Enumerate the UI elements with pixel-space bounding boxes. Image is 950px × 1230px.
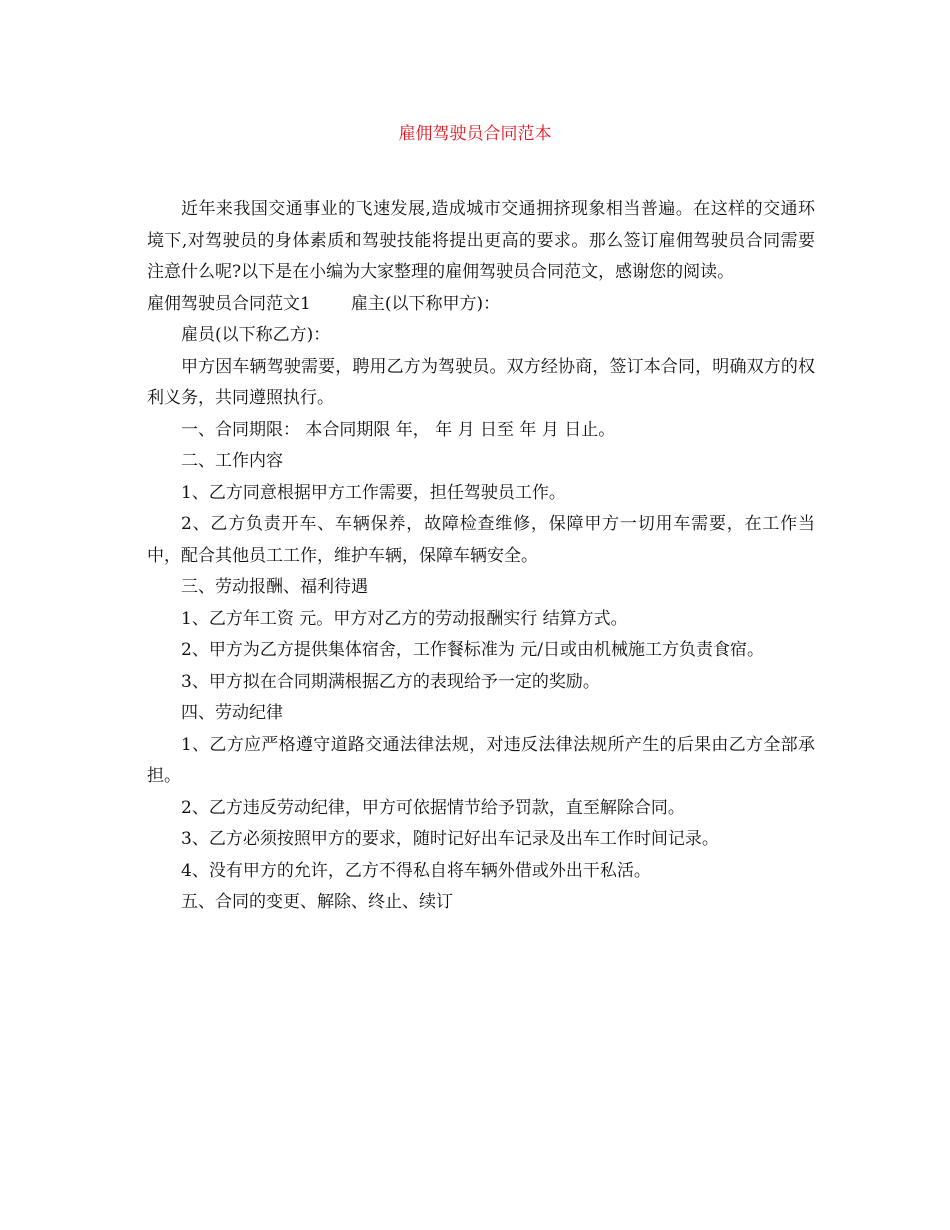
section-heading-line [147, 289, 815, 321]
clause-item: 3、甲方拟在合同期满根据乙方的表现给予一定的奖励。 [181, 671, 600, 692]
clause-item: 2、乙方负责开车、车辆保养，故障检查维修，保障甲方一切用车需要，在工作当中，配合其他员工工作，维护车辆，保障车辆安全。 [147, 514, 815, 566]
clause-item: 2、乙方违反劳动纪律，甲方可依据情节给予罚款，直至解除合同。 [181, 797, 685, 818]
clause-heading-work: 二、工作内容 [181, 451, 283, 471]
document-body [147, 194, 815, 919]
clause-item: 3、乙方必须按照甲方的要求，随时记好出车记录及出车工作时间记录。 [181, 829, 719, 849]
intro-paragraph: 近年来我国交通事业的飞速发展,造成城市交通拥挤现象相当普遍。在这样的交通环境下,对驾驶员的身体素质和驾驶技能将提出更高的要求。那么签订雇佣驾驶员合同需要注意什么呢?以下是在小编为大家整理的雇佣驾驶员合同范文，感谢您的阅读。 [147, 199, 815, 282]
document-title: 雇佣驾驶员合同范本 [398, 124, 552, 144]
section-heading: 雇佣驾驶员合同范文1 [147, 293, 311, 314]
clause-item: 4、没有甲方的允许，乙方不得私自将车辆外借或外出干私活。 [181, 860, 651, 881]
preamble-paragraph: 甲方因车辆驾驶需要，聘用乙方为驾驶员。双方经协商，签订本合同，明确双方的权利义务，共同遵照执行。 [147, 356, 815, 408]
clause-heading-pay: 三、劳动报酬、福利待遇 [181, 577, 368, 597]
clause-heading-change: 五、合同的变更、解除、终止、续订 [181, 892, 453, 912]
employer-label: 雇主(以下称甲方)： [350, 293, 501, 314]
clause-item: 1、乙方应严格遵守道路交通法律法规，对违反法律法规所产生的后果由乙方全部承担。 [147, 734, 815, 786]
clause-term: 一、合同期限： 本合同期限 年， 年 月 日至 年 月 日止。 [181, 419, 616, 440]
clause-item: 2、甲方为乙方提供集体宿舍，工作餐标准为 元/日或由机械施工方负责食宿。 [181, 640, 764, 660]
clause-heading-discipline: 四、劳动纪律 [181, 703, 283, 723]
clause-item: 1、乙方年工资 元。甲方对乙方的劳动报酬实行 结算方式。 [181, 608, 628, 629]
clause-item: 1、乙方同意根据甲方工作需要，担任驾驶员工作。 [181, 482, 566, 503]
employee-label: 雇员(以下称乙方)： [181, 325, 331, 345]
